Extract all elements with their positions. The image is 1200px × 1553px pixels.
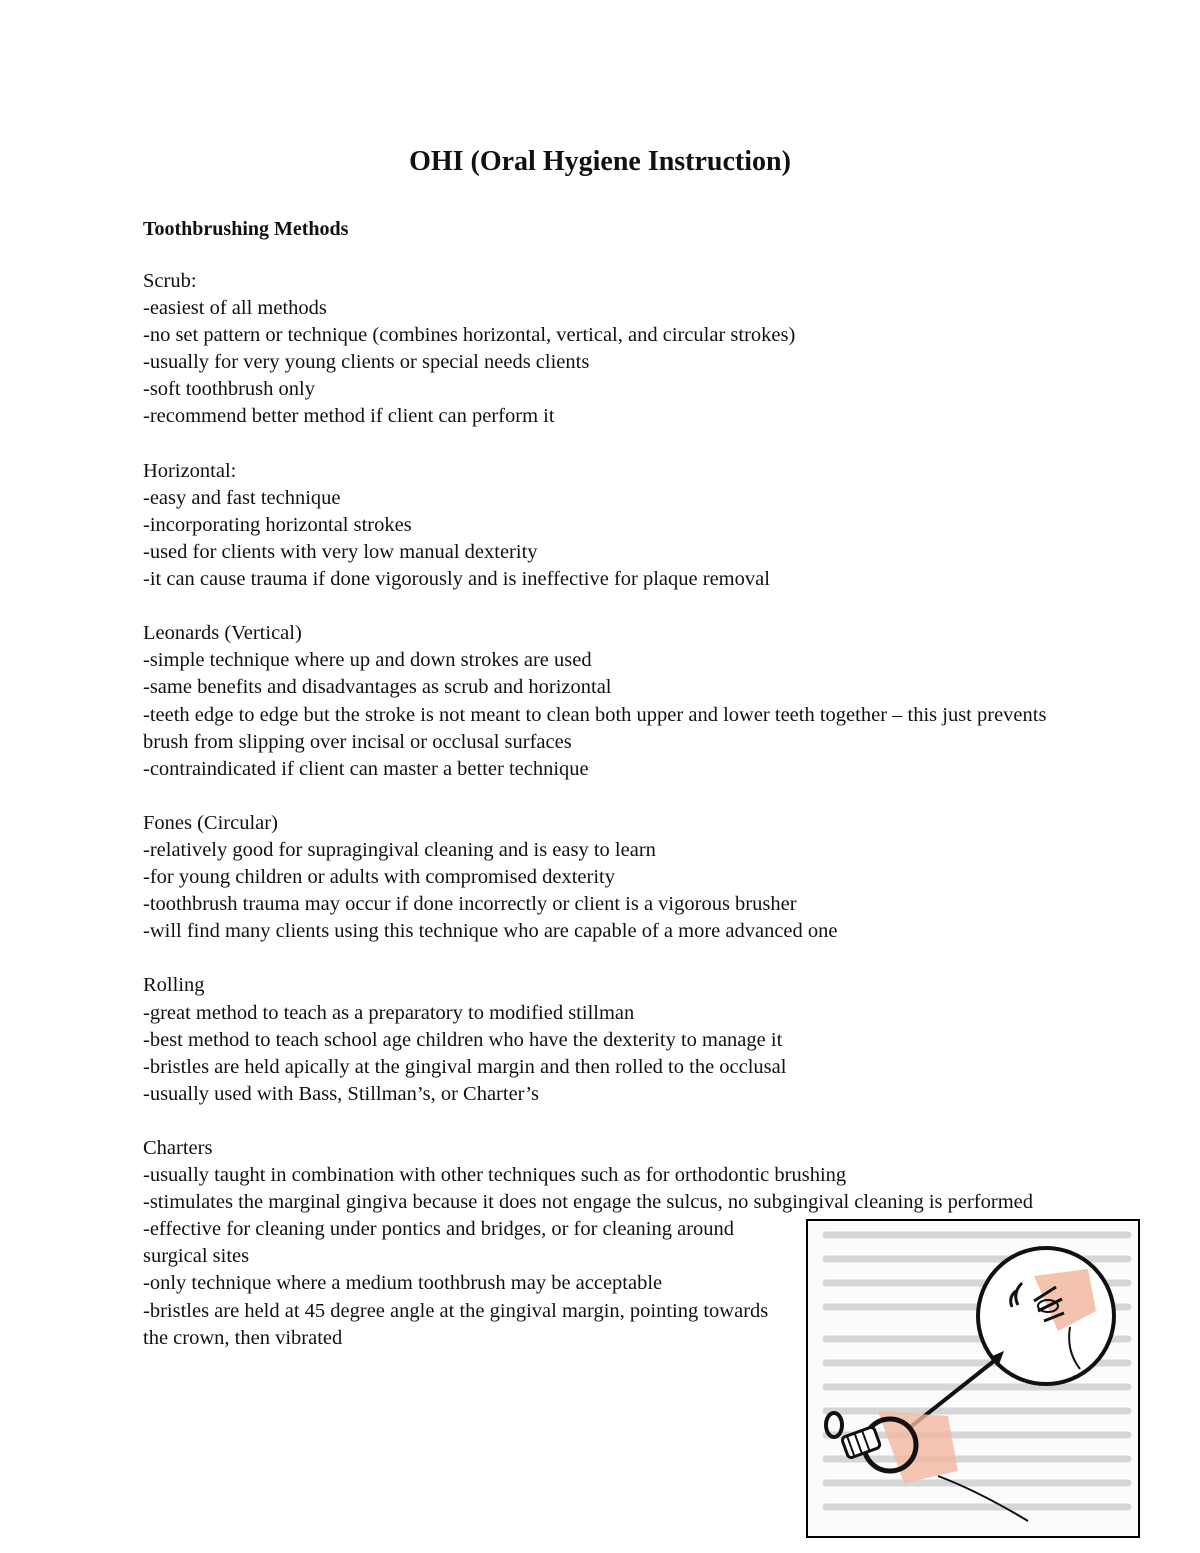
method-section-rolling [143,972,1063,1107]
document-title: OHI (Oral Hygiene Instruction) [409,146,791,177]
document-body [143,268,1063,1379]
toothbrush-illustration-icon [808,1221,1138,1536]
method-line: -easy and fast technique [143,486,341,509]
method-line: -recommend better method if client can perform it [143,405,555,428]
method-line: -great method to teach as a preparatory to modified stillman [143,1001,635,1024]
method-line: -bristles are held at 45 degree angle at the gingival margin, pointing towards the crown, then vibrated [143,1299,769,1349]
method-heading: Scrub: [143,270,197,292]
method-section-fones [143,810,1063,945]
method-line: -used for clients with very low manual dexterity [143,540,538,563]
method-line: -easiest of all methods [143,297,327,320]
method-line: -it can cause trauma if done vigorously and is ineffective for plaque removal [143,568,770,591]
method-section-scrub [143,268,1063,431]
method-heading: Fones (Circular) [143,811,278,834]
method-line: -stimulates the marginal gingiva because it does not engage the sulcus, no subgingival cleaning is performed [143,1191,1034,1214]
method-line: -usually taught in combination with other techniques such as for orthodontic brushing [143,1164,847,1187]
method-line: -incorporating horizontal strokes [143,513,412,536]
method-line: -best method to teach school age children who have the dexterity to manage it [143,1028,783,1051]
method-line: -usually used with Bass, Stillman’s, or Charter’s [143,1082,539,1105]
method-heading: Charters [143,1137,213,1159]
section-subtitle: Toothbrushing Methods [143,218,349,240]
method-line: -no set pattern or technique (combines horizontal, vertical, and circular strokes) [143,324,796,347]
method-line: -simple technique where up and down strokes are used [143,649,592,672]
method-line: -bristles are held apically at the gingival margin and then rolled to the occlusal [143,1055,787,1078]
method-section-horizontal [143,458,1063,593]
method-section-leonards [143,620,1063,783]
method-line: -will find many clients using this technique who are capable of a more advanced one [143,920,838,943]
method-heading: Rolling [143,974,205,997]
method-line: -effective for cleaning under pontics and bridges, or for cleaning around surgical sites [143,1218,735,1268]
method-heading: Horizontal: [143,459,237,482]
method-line: -usually for very young clients or special needs clients [143,351,590,374]
method-line: -same benefits and disadvantages as scrub and horizontal [143,676,612,699]
method-line: -for young children or adults with compromised dexterity [143,866,615,889]
method-heading: Leonards (Vertical) [143,622,302,645]
method-line: -teeth edge to edge but the stroke is not meant to clean both upper and lower teeth together – this just prevents brush from slipping over incisal or occlusal surfaces [143,703,1047,753]
method-line: -only technique where a medium toothbrush may be acceptable [143,1272,663,1295]
method-line: -toothbrush trauma may occur if done incorrectly or client is a vigorous brusher [143,893,797,916]
method-line: -contraindicated if client can master a better technique [143,757,589,780]
method-line: -soft toothbrush only [143,378,315,401]
toothbrush-illustration [806,1219,1140,1538]
method-line: -relatively good for supragingival cleaning and is easy to learn [143,838,656,861]
